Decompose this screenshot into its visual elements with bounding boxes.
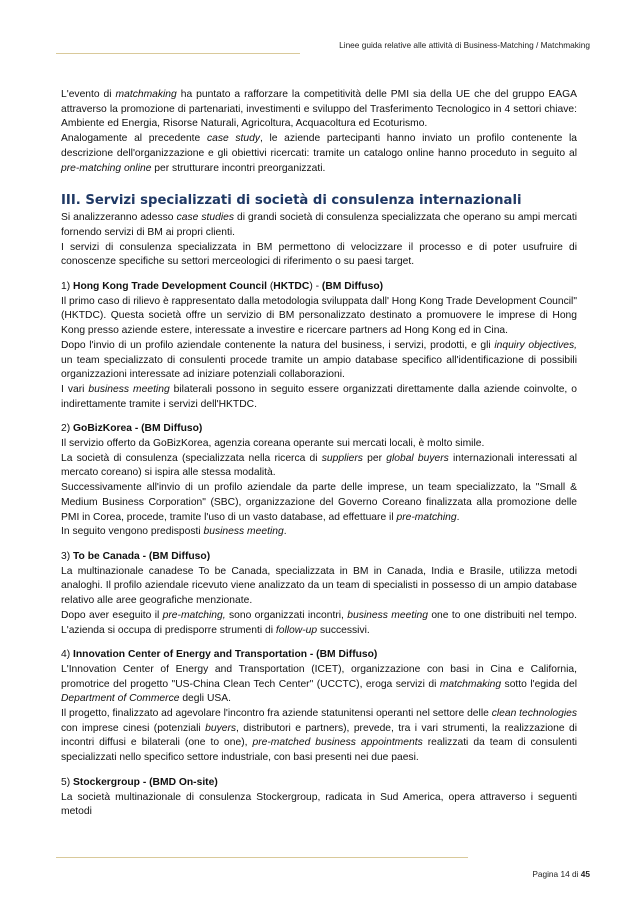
case-1-paragraph-3: I vari business meeting bilaterali possono in seguito essere organizzati direttamente dalla aziende coinvolte, o indirettamente tramite i servizi dell'HKTDC. xyxy=(61,383,577,410)
intro-paragraph-1: L'evento di matchmaking ha puntato a rafforzare la competitività delle PMI sia della UE che del gruppo EAGA attraverso la promozione di partenariati, investimenti e sviluppo del Trasferimento Tecnologico in 4 settori chiave: Ambiente ed Energia, Risorse Naturali, Agricoltura, Acquacoltura ed Ecoturismo. xyxy=(61,89,577,130)
case-2-title: 2) GoBizKorea - (BM Diffuso) xyxy=(61,423,203,435)
case-5-paragraph-1: La società multinazionale di consulenza Stockergroup, radicata in Sud America, opera attraverso i seguenti metodi xyxy=(61,791,577,818)
case-4-paragraph-1: L'Innovation Center of Energy and Transportation (ICET), organizzazione con basi in Cina e California, promotrice del progetto "US-China Clean Tech Center" (UCCTC), eroga servizi di matchmaking sotto l'egida del Department of Commerce degli USA. xyxy=(61,663,577,705)
case-2-paragraph-1: Il servizio offerto da GoBizKorea, agenzia coreana operante sui mercati locali, è molto simile. xyxy=(61,438,485,450)
case-2-paragraph-2: La società di consulenza (specializzata nella ricerca di suppliers per global buyers internazionali interessati al mercato coreano) si ispira alle stessa modalità. xyxy=(61,452,577,479)
footer-rule xyxy=(56,857,468,858)
case-3-title: 3) To be Canada - (BM Diffuso) xyxy=(61,550,211,562)
case-4-title: 4) Innovation Center of Energy and Transportation - (BM Diffuso) xyxy=(61,649,378,661)
running-header: Linee guida relative alle attività di Business-Matching / Matchmaking xyxy=(339,40,590,50)
header-rule xyxy=(56,53,300,54)
case-2-paragraph-4: In seguito vengono predisposti business meeting. xyxy=(61,526,287,538)
case-2-paragraph-3: Successivamente all'invio di un profilo aziendale da parte delle imprese, un team specializzato, la "Small & Medium Business Corporation" (SBC), organizzazione del Governo Coreano finalizzata alla promozione delle PMI in Corea, procede, tramite l'uso di un vasto database, ad effettuare il pre-matching. xyxy=(61,482,577,523)
case-1-paragraph-1: Il primo caso di rilievo è rappresentato dalla metodologia sviluppata dall' Hong Kong Trade Development Council" (HKTDC). Questa società offre un servizio di BM personalizzato destinato a promuovere le imprese di Hong Kong presso aziende estere, interessate a investire e ricercare partners ad Hong Kong ed in Cina. xyxy=(61,295,577,337)
case-3-paragraph-2: Dopo aver eseguito il pre-matching, sono organizzati incontri, business meeting one to one distribuiti nel tempo. L'azienda si occupa di predisporre strumenti di follow-up successivi. xyxy=(61,609,577,636)
case-3-paragraph-1: La multinazionale canadese To be Canada, specializzata in BM in Canada, India e Brasile, utilizza metodi analoghi. Il profilo aziendale ricevuto viene analizzato da un team di specialisti in possesso di un ampio database relativo alle aree geografiche menzionate. xyxy=(61,565,577,607)
section-paragraph-1: Si analizzeranno adesso case studies di grandi società di consulenza specializzata che operano su ampi mercati fornendo servizi di BM ai propri clienti. xyxy=(61,212,577,238)
section-heading: III. Servizi specializzati di società di consulenza internazionali xyxy=(61,193,522,209)
page-number: Pagina 14 di 45 xyxy=(532,869,590,879)
case-1-title: 1) Hong Kong Trade Development Council (HKTDC) - (BM Diffuso) xyxy=(61,281,384,293)
case-4-paragraph-2: Il progetto, finalizzato ad agevolare l'incontro fra aziende statunitensi operanti nel settore delle clean technologies con imprese cinesi (potenziali buyers, distributori e partners), prevede, tra i vari strumenti, la realizzazione di incontri diffusi e bilaterali (one to one), pre-matched business appointments realizzati da team di consulenti specializzati nello specifico settore industriale, con basi presenti nei due paesi. xyxy=(61,708,577,764)
case-1-paragraph-2: Dopo l'invio di un profilo aziendale contenente la natura del business, i servizi, prodotti, e gli inquiry objectives, un team specializzato di consulenti procede tramite un ampio database specifico all'identificazione di possibili organizzazioni interessate ad iniziare potenziali collaborazioni. xyxy=(61,339,577,381)
page-body xyxy=(61,88,577,820)
section-paragraph-2: I servizi di consulenza specializzata in BM permettono di velocizzare il processo e di poter usufruire di conoscenze specifiche su settori merceologici di riferimento o su paesi target. xyxy=(61,241,577,268)
case-5-title: 5) Stockergroup - (BMD On-site) xyxy=(61,776,218,788)
intro-paragraph-2: Analogamente al precedente case study, le aziende partecipanti hanno inviato un profilo contenente la descrizione dell'organizzazione e gli obiettivi ricercati: tramite un catalogo online hanno proceduto in seguito al pre-matching online per strutturare incontri preorganizzati. xyxy=(61,133,577,174)
